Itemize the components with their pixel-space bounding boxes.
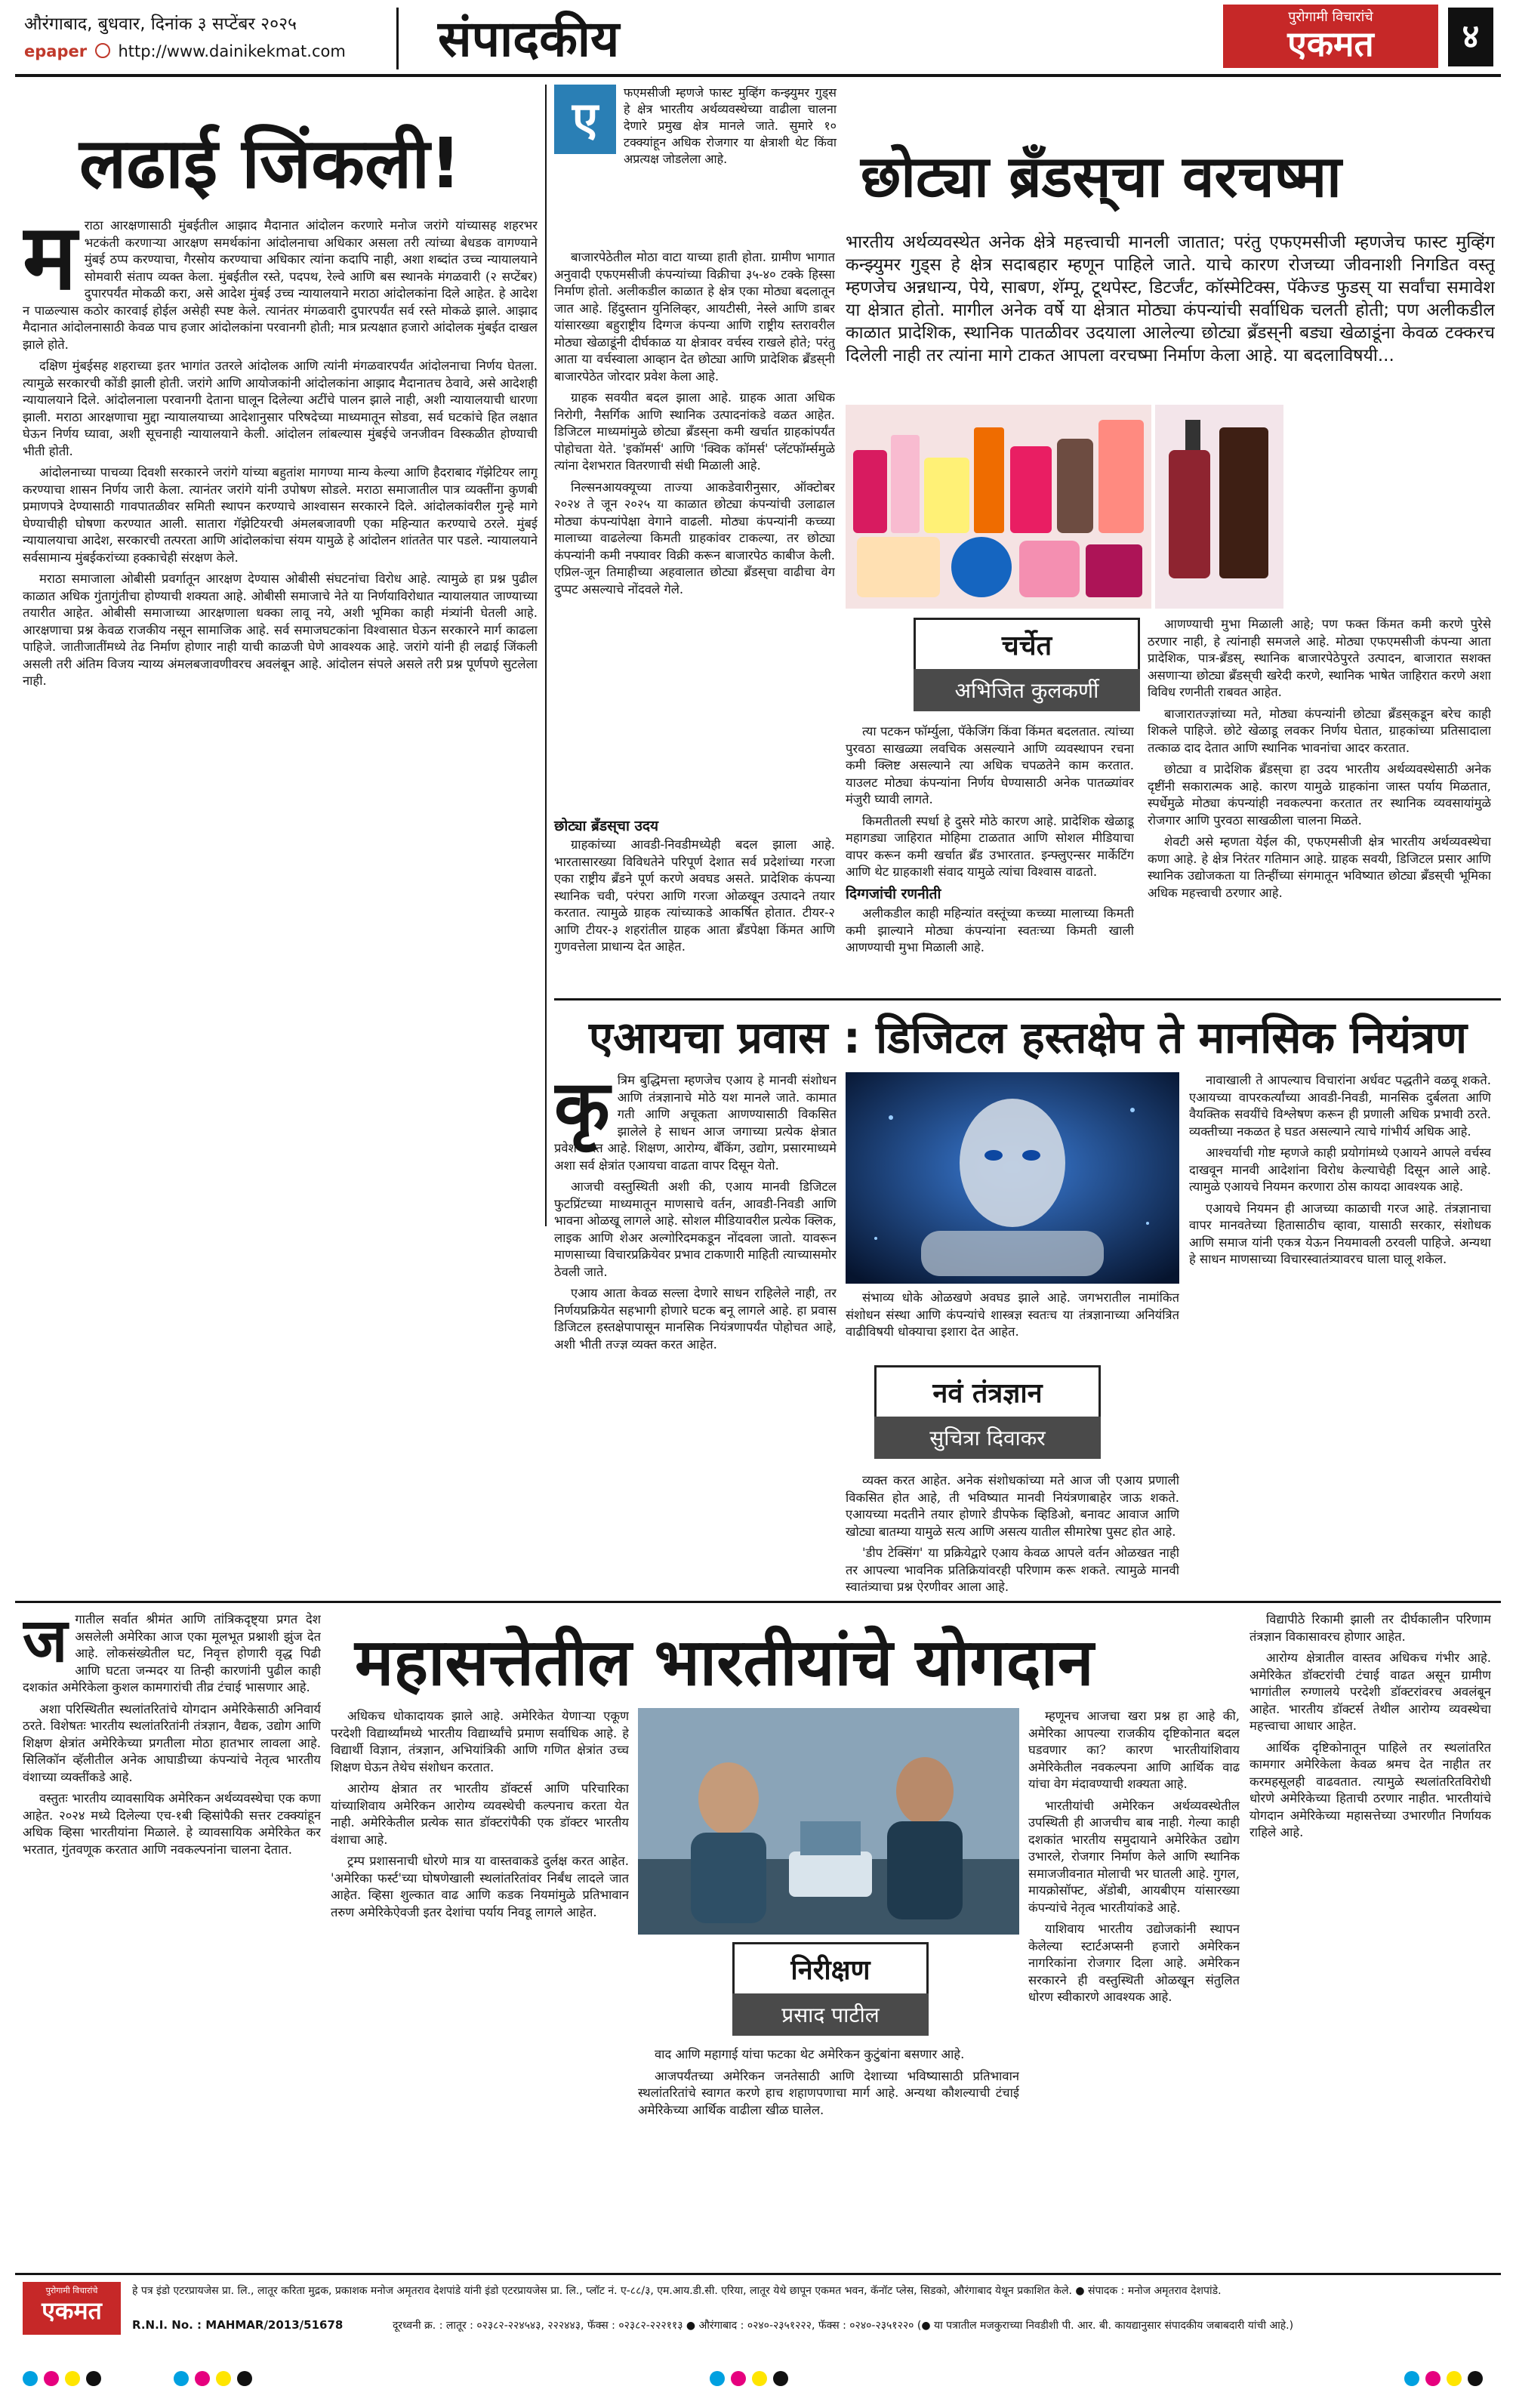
- editorial-title: लढाई जिंकली!: [79, 123, 462, 204]
- indians-column-b: [331, 1708, 629, 2261]
- brands-subhead-strategy: दिग्गजांची रणनीती: [846, 885, 941, 902]
- brands-paragraph: छोट्या व प्रादेशिक ब्रँडस्‌चा हा उदय भारतीय अर्थव्यवस्थेसाठी अनेक दृष्टींनी सकारात्मक आहे. कारण यामुळे ग्राहकांना जास्त पर्याय मिळतात, स्पर्धेमुळे मोठ्या कंपन्यांही नवकल्पना करतात तर स्थानिक व्यवसायांमुळे रोजगार आणि पुरवठा साखळीला चालना मिळते.: [1148, 762, 1491, 828]
- reg-dot: [195, 2371, 210, 2386]
- ai-paragraph: आजची वस्तुस्थिती अशी की, एआय मानवी डिजिटल फुटप्रिंटच्या माध्यमातून माणसाचे वर्तन, आवडी-निवडी आणि भावना ओळखू लागले आहे. सोशल मीडियावरील प्रत्येक क्लिक, लाइक आणि शेअर अल्गोरिदमकडून नोंदवला जातो. यावरून माणसाच्या विचारप्रक्रियेवर प्रभाव टाकणारी माहिती त्याच्यासमोर ठेवली जाते.: [554, 1179, 837, 1279]
- indians-paragraph: वस्तुतः भारतीय व्यावसायिक अमेरिकन अर्थव्यवस्थेचा एक कणा आहेत. २०२४ मध्ये दिलेल्या एच-१बी व्हिसांपैकी सत्तर टक्क्यांहून अधिक व्हिसा भारतीयांना मिळाले. हे व्यावसायिक अमेरिकेत कर भरतात, गुंतवणूक करतात आणि नवकल्पनांना चालना देतात.: [23, 1791, 321, 1857]
- ai-column-a: [554, 1072, 837, 1593]
- indians-paragraph: भारतीयांची अमेरिकन अर्थव्यवस्थेतील उपस्थिती ही आजचीच बाब नाही. गेल्या काही दशकांत भारतीय समुदायाने अमेरिकेत उद्योग उभारले, रोजगार निर्माण केले आणि स्थानिक समाजजीवनात मोलाची भर घातली आहे. गुगल, मायक्रोसॉफ्ट, अ‍ॅडोबी, आयबीएम यांसारख्या कंपन्यांचे नेतृत्व भारतीयांकडे आहे.: [1028, 1798, 1240, 1915]
- ai-paragraph: आश्चर्याची गोष्ट म्हणजे काही प्रयोगांमध्ये एआयने आपले वर्चस्व दाखवून मानवी आदेशांना विरोध केल्याचेही दिसून आले आहे. त्यामुळे एआयचे नियमन करणारा ठोस कायदा आवश्यक आहे.: [1189, 1145, 1491, 1194]
- ai-robot-photo: [846, 1072, 1179, 1284]
- ai-paragraph: त्रिम बुद्धिमत्ता म्हणजेच एआय हे मानवी संशोधन आणि तंत्रज्ञानाचे मोठे यश मानले जाते. कामात गती आणि अचूकता आणण्यासाठी विकसित झालेले हे साधन आज जगाच्या प्रत्येक क्षेत्रात प्रवेश करत आहे. शिक्षण, आरोग्य, बँकिंग, उद्योग, प्रसारमाध्यमे अशा सर्व क्षेत्रांत एआयचा वाढता वापर दिसून येतो.: [554, 1073, 837, 1173]
- reg-dot: [773, 2371, 788, 2386]
- indians-paragraph: वाद आणि महागाई यांचा फटका थेट अमेरिकन कुटुंबांना बसणार आहे.: [655, 2047, 965, 2061]
- brands-byline: [914, 618, 1140, 711]
- footer-rni: R.N.I. No. : MAHMAR/2013/51678: [132, 2318, 344, 2332]
- brands-column-d: [1148, 405, 1491, 994]
- brands-paragraph: बाजारातज्ज्ञांच्या मते, मोठ्या कंपन्यांनी छोट्या ब्रँडस्‌कडून बरेच काही शिकले पाहिजे. छोटे खेळाडू लवकर निर्णय घेतात, ग्राहकांच्या प्रतिसादाला तत्काळ दाद देतात आणि स्थानिक भावनांचा आदर करतात.: [1148, 706, 1491, 755]
- reg-dot: [752, 2371, 767, 2386]
- epaper-link[interactable]: [24, 42, 346, 60]
- ai-dropcap: कृ: [554, 1072, 610, 1149]
- reg-dot: [86, 2371, 101, 2386]
- editorial-paragraph: आंदोलनाच्या पाचव्या दिवशी सरकारने जरांगे यांच्या बहुतांश मागण्या मान्य केल्या आणि हैदराबाद गॅझेटियर लागू करण्याचा शासन निर्णय जारी केला. त्यानंतर जरांगे यांनी उपोषण सोडले. मराठा समाजातील पात्र व्यक्तींना कुणबी प्रमाणपत्रे देण्यासाठी गावपातळीवर समिती स्थापन करण्याचे आश्वासन सरकारने दिले. आंदोलकांवरील गुन्हे मागे घेण्याचीही घोषणा करण्यात आली. सातारा गॅझेटियरची अंमलबजावणी एका महिन्यात करण्याचे ठरले. मुंबई न्यायालयाचा आदेश, सरकारची तत्परता आणि आंदोलकांचा संयम यामुळे हे आंदोलन शांततेत पार पडले. न्यायालयाने सर्वसामान्य मुंबईकरांच्या हक्काचेही संरक्षण केले.: [23, 465, 538, 565]
- indians-column-a: [23, 1611, 321, 2261]
- editorial-paragraph: राठा आरक्षणासाठी मुंबईतील आझाद मैदानात आंदोलन करणारे मनोज जरांगे यांच्यासह शहरभर भटकंती करणाऱ्या आरक्षण समर्थकांना आंदोलनाचा अधिकार असला तरी त्यांच्या बेधडक वागण्याने मुंबई ठप्प करण्याचा, गैरसोय करण्याचा अधिकार त्यांना कदापि नाही, अशा शब्दांत उच्च न्यायालयाने सोमवारी संताप व्यक्त केला. मुंबईतील रस्ते, पदपथ, रेल्वे आणि बस स्थानके मंगळवारी (२ सप्टेंबर) दुपारपर्यंत मोकळी करा, असे आदेश मुंबई उच्च न्यायालयाने मराठा आंदोलकांना दिले आहेत. हे आदेश न पाळल्यास कठोर कारवाई होईल असेही स्पष्ट केले. त्यानंतर मंगळवारी दुपारपर्यंत सर्व रस्ते मोकळे झाले. आझाद मैदानात आंदोलनासाठी केवळ पाच हजार आंदोलकांना परवानगी होती; मात्र प्रत्यक्षात हजारो आंदोलक मुंबईत दाखल झाले होते.: [23, 218, 538, 352]
- reg-dot: [237, 2371, 252, 2386]
- indians-byline-author: प्रसाद पाटील: [732, 1993, 929, 2036]
- brands-lead: भारतीय अर्थव्यवस्थेत अनेक क्षेत्रे महत्त्वाची मानली जातात; परंतु एफएमसीजी म्हणजेच फास्ट मुव्हिंग कन्झ्युमर गुड्स हे क्षेत्र सदाबहार म्हणून पाहिले जाते. याचे कारण रोजच्या जीवनाशी निगडित वस्तू म्हणजेच अन्नधान्य, पेये, साबण, शॅम्पू, टूथपेस्ट, डिटर्जंट, कॉस्मेटिक्स, पॅकेज्ड फुडस्‌ या सर्वांचा समावेश या क्षेत्रात होतो. मागील अनेक वर्षे या क्षेत्रात मोठ्या कंपन्यांची सर्वाधिक चलती होती; पण अलीकडील काळात प्रादेशिक, स्थानिक पातळीवर उदयाला आलेल्या छोट्या ब्रँडस्‌नी बड्या खेळाडूंना केवळ टक्करच दिलेली नाही तर त्यांना मागे टाकत आपला वरचष्मा निर्माण केला आहे. या बदलाविषयी...: [846, 233, 1495, 365]
- brands-paragraph: आणण्याची मुभा मिळाली आहे; पण फक्त किंमत कमी करणे पुरेसे ठरणार नाही, हे त्यांनाही समजले आहे. मोठ्या एफएमसीजी कंपन्या आता प्रादेशिक, पात्र-ब्रँडस्‌, स्थानिक बाजारपेठेपुरते उत्पादन, बाजारात सशक्त असणाऱ्या छोट्या ब्रँडस्‌ची खरेदी करणे, स्थानिक भाषेत जाहिरात करणे अशा विविध रणनीती राबवत आहेत.: [1148, 617, 1491, 699]
- brands-byline-author: अभिजित कुलकर्णी: [914, 669, 1140, 711]
- ai-column-b: [846, 1290, 1179, 1358]
- brands-paragraph: शेवटी असे म्हणता येईल की, एफएमसीजी क्षेत्र भारतीय अर्थव्यवस्थेचा कणा आहे. हे क्षेत्र निरंतर गतिमान आहे. ग्राहक सवयी, डिजिटल प्रसार आणि स्थानिक उद्योजकता या तिन्हींच्या संगमातून भविष्यात छोट्या ब्रँडस्‌ची भूमिका अधिक महत्त्वाची ठरणार आहे.: [1148, 834, 1491, 900]
- editorial-dropcap: म: [23, 217, 77, 310]
- lab-workers-photo: [638, 1708, 1019, 1935]
- ai-paragraph: एआय आता केवळ सल्ला देणारे साधन राहिलेले नाही, तर निर्णयप्रक्रियेत सहभागी होणारे घटक बनू लागले आहे. हा प्रवास डिजिटल हस्तक्षेपापासून मानसिक नियंत्रणापर्यंत पोहोचत आहे, अशी भीती तज्ज्ञ व्यक्त करत आहेत.: [554, 1286, 837, 1352]
- brands-byline-category: चर्चेत: [914, 618, 1140, 669]
- brands-intro-box: [554, 85, 837, 245]
- ai-paragraph: व्यक्त करत आहेत. अनेक संशोधकांच्या मते आज जी एआय प्रणाली विकसित होत आहे, ती भविष्यात मानवी नियंत्रणाबाहेर जाऊ शकते. एआयच्या मदतीने तयार होणारे डीपफेक व्हिडिओ, बनावट आवाज आणि खोट्या बातम्या यामुळे सत्य आणि असत्य यातील सीमारेषा पुसट होत आहे.: [846, 1473, 1179, 1539]
- masthead-logo: [1223, 5, 1438, 68]
- epaper-url: http://www.dainikekmat.com: [118, 42, 346, 60]
- indians-paragraph: याशिवाय भारतीय उद्योजकांनी स्थापन केलेल्या स्टार्टअप्सनी हजारो अमेरिकन नागरिकांना रोजगार दिला आहे. अमेरिकन सरकारने ही वस्तुस्थिती ओळखून संतुलित धोरण स्वीकारणे आवश्यक आहे.: [1028, 1922, 1240, 2004]
- brands-paragraph: बाजारपेठेतील मोठा वाटा याच्या हाती होता. ग्रामीण भागात अनुवादी एफएमसीजी कंपन्यांच्या विक्रीचा ३५-४० टक्के हिस्सा निर्माण होतो. अलीकडील काळात हे क्षेत्र एका मोठ्या बदलातून जात आहे. हिंदुस्तान युनिलिव्हर, आयटीसी, नेस्ले आणि डाबर यांसारख्या बहुराष्ट्रीय दिग्गज कंपन्या आणि राष्ट्रीय स्तरावरील मोठ्या खेळाडूंनी दीर्घकाळ या क्षेत्रावर वर्चस्व राखले होते; परंतु आता या वर्चस्वाला आव्हान देत छोट्या आणि प्रादेशिक ब्रँडस्‌नी बाजारपेठेत जोरदार प्रवेश केला आहे.: [554, 250, 835, 384]
- brands-paragraph: अलीकडील काही महिन्यांत वस्तूंच्या कच्च्या मालाच्या किमती कमी झाल्याने मोठ्या कंपन्यांना स्वतःच्या किमती खाली आणण्याची मुभा मिळाली आहे.: [846, 906, 1134, 954]
- indians-column-d: [1249, 1611, 1491, 2261]
- reg-dot: [65, 2371, 80, 2386]
- cosmetics-products-photo: [846, 405, 1151, 609]
- epaper-label: epaper: [24, 42, 88, 60]
- reg-dot: [174, 2371, 189, 2386]
- indians-paragraph: आरोग्य क्षेत्रात तर भारतीय डॉक्टर्स आणि परिचारिका यांच्याशिवाय अमेरिकन आरोग्य व्यवस्थेची कल्पनाच करता येत नाही. अमेरिकेतील प्रत्येक सात डॉक्टरांपैकी एक डॉक्टर भारतीय वंशाचा आहे.: [331, 1781, 629, 1847]
- ai-paragraph: नावाखाली ते आपल्याच विचारांना अर्धवट पद्धतीने वळवू शकते. एआयच्या वापरकर्त्यांच्या आवडी-निवडी, मानसिक दुर्बलता आणि वैयक्तिक सवयींचे विश्लेषण करून ही प्रणाली अधिक प्रभावी ठरते. व्यक्तीच्या नकळत हे घडत असल्याने त्याचे गांभीर्य अधिक आहे.: [1189, 1073, 1491, 1139]
- reg-dot: [23, 2371, 38, 2386]
- date-line: औरंगाबाद, बुधवार, दिनांक ३ सप्टेंबर २०२५: [24, 14, 297, 34]
- reg-dot: [731, 2371, 746, 2386]
- brands-paragraph: ग्राहक सवयीत बदल झाला आहे. ग्राहक आता अधिक निरोगी, नैसर्गिक आणि स्थानिक उत्पादनांकडे वळत आहेत. डिजिटल माध्यमांमुळे छोट्या ब्रँडस्‌ना कमी खर्चात ग्राहकांपर्यंत पोहोचता येते. 'इकॉमर्स' आणि 'क्विक कॉमर्स' प्लॅटफॉर्म्समुळे त्यांना देशभरात वितरणाची संधी मिळाली आहे.: [554, 390, 835, 473]
- ai-column-d: [1189, 1072, 1491, 1593]
- brands-column-a: [554, 249, 835, 804]
- logo-tagline: पुरोगामी विचारांचे: [1288, 9, 1373, 25]
- indians-paragraph: आरोग्य क्षेत्रातील वास्तव अधिकच गंभीर आहे. अमेरिकेत डॉक्टरांची टंचाई वाढत असून ग्रामीण भागांतील रुग्णालये परदेशी डॉक्टरांवरच अवलंबून आहेत. भारतीय डॉक्टर्स तेथील आरोग्य व्यवस्थेचा महत्त्वाचा आधार आहेत.: [1249, 1651, 1491, 1733]
- ai-paragraph: संभाव्य धोके ओळखणे अवघड झाले आहे. जगभरातील नामांकित संशोधन संस्था आणि कंपन्यांचे शास्त्रज्ञ स्वतःच या तंत्रज्ञानाच्या अनियंत्रित वाढीविषयी धोक्याचा इशारा देत आहेत.: [846, 1290, 1179, 1339]
- brands-column-b: [554, 837, 835, 994]
- ai-byline-author: सुचित्रा दिवाकर: [874, 1417, 1101, 1459]
- brands-column-c: [846, 723, 1134, 991]
- indians-paragraph: गातील सर्वात श्रीमंत आणि तांत्रिकदृष्ट्या प्रगत देश असलेली अमेरिका आज एका मूलभूत प्रश्नाशी झुंज देत आहे. लोकसंख्येतील घट, निवृत्त होणारी वृद्ध पिढी आणि घटता जन्मदर या तिन्ही कारणांनी पुढील काही दशकांत अमेरिकेला कुशल कामगारांची तीव्र टंचाई भासणार आहे.: [23, 1612, 321, 1694]
- reg-dot: [1404, 2371, 1419, 2386]
- ai-title: एआयचा प्रवास : डिजिटल हस्तक्षेप ते मानसिक नियंत्रण: [589, 1012, 1468, 1063]
- brands-paragraph: त्या पटकन फॉर्म्युला, पॅकेजिंग किंवा किंमत बदलतात. त्यांच्या पुरवठा साखळ्या लवचिक असल्याने आणि व्यवस्थापन रचना कमी क्लिष्ट असल्याने त्या अधिक चपळतेने काम करतात. याउलट मोठ्या कंपन्यांना निर्णय घेण्यासाठी अनेक पातळ्यांवर मंजुरी घ्यावी लागते.: [846, 724, 1134, 806]
- indians-title: महासत्तेतील भारतीयांचे योगदान: [355, 1625, 1094, 1700]
- section-title: संपादकीय: [438, 10, 620, 68]
- reg-dot: [710, 2371, 725, 2386]
- ai-paragraph: एआयचे नियमन ही आजच्या काळाची गरज आहे. तंत्रज्ञानाचा वापर मानवतेच्या हितासाठीच व्हावा, यासाठी सरकार, संशोधक आणि समाज यांनी एकत्र येऊन नियमावली ठरवली पाहिजे. अन्यथा हे साधन माणसाच्या विचारस्वातंत्र्यावरच घाला घालू शकेल.: [1189, 1201, 1491, 1266]
- ai-paragraph: 'डीप टेक्सिंग' या प्रक्रियेद्वारे एआय केवळ आपले वर्तन ओळखत नाही तर आपल्या भावनिक प्रतिक्रियांवरही परिणाम करू शकते. त्यामुळे मानवी स्वातंत्र्याचा प्रश्न ऐरणीवर आला आहे.: [846, 1546, 1179, 1593]
- reg-dot: [216, 2371, 231, 2386]
- editorial-body: [23, 217, 538, 1222]
- ai-column-c: [846, 1472, 1179, 1593]
- brands-intro-letter: ए: [554, 85, 616, 154]
- reg-dot: [1425, 2371, 1441, 2386]
- reg-dot: [44, 2371, 59, 2386]
- indians-paragraph: अधिकच धोकादायक झाले आहे. अमेरिकेत येणाऱ्या एकूण परदेशी विद्यार्थ्यांमध्ये भारतीय विद्यार्थ्यांचे प्रमाण सर्वाधिक आहे. हे विद्यार्थी विज्ञान, तंत्रज्ञान, अभियांत्रिकी आणि गणित क्षेत्रांत उच्च शिक्षण घेऊन तेथेच संशोधन करतात.: [331, 1709, 629, 1774]
- indians-paragraph: अशा परिस्थितीत स्थलांतरितांचे योगदान अमेरिकेसाठी अनिवार्य ठरते. विशेषतः भारतीय स्थलांतरितांनी तंत्रज्ञान, वैद्यक, उद्योग आणि शिक्षण क्षेत्रांत अमेरिकेच्या प्रगतीला मोठा हातभार लावला आहे. सिलिकॉन व्हॅलीतील अनेक आघाडीच्या कंपन्यांचे नेतृत्व भारतीय वंशाच्या व्यक्तींकडे आहे.: [23, 1701, 321, 1784]
- brands-paragraph: निल्सनआयक्यूच्या ताज्या आकडेवारीनुसार, ऑक्टोबर २०२४ ते जून २०२५ या काळात छोट्या कंपन्यांची उलाढाल मोठ्या कंपन्यांपेक्षा वेगाने वाढली. मोठ्या कंपन्यांनी कच्च्या मालाच्या वाढलेल्या किमती ग्राहकांवर टाकल्या, तर छोट्या कंपन्यांनी कमी नफ्यावर विक्री करून बाजारपेठ काबीज केली. एप्रिल-जून तिमाहीच्या अहवालात छोट्या ब्रँडस्‌चा वाढीचा वेग दुप्पट असल्याचे नोंदवले गेले.: [554, 479, 835, 597]
- indians-paragraph: आर्थिक दृष्टिकोनातून पाहिले तर स्थलांतरित कामगार अमेरिकेला केवळ श्रमच देत नाहीत तर करमहसूलही वाढवतात. त्यामुळे स्थलांतरितविरोधी धोरणे अमेरिकेच्या हिताची ठरणार नाहीत. भारतीयांचे योगदान अमेरिकेच्या महासत्तेच्या उभारणीत निर्णायक राहिले आहे.: [1249, 1740, 1491, 1839]
- page-number: ४: [1448, 8, 1493, 66]
- indians-paragraph: ट्रम्प प्रशासनाची धोरणे मात्र या वास्तवाकडे दुर्लक्ष करत आहेत. 'अमेरिका फर्स्ट'च्या घोषणेखाली स्थलांतरितांवर निर्बंध लादले जात आहेत. व्हिसा शुल्कात वाढ आणि कडक नियमांमुळे प्रतिभावान तरुण अमेरिकेऐवजी इतर देशांचा पर्याय निवडू लागले आहेत.: [331, 1854, 629, 1919]
- brands-intro-text: फएमसीजी म्हणजे फास्ट मुव्हिंग कन्झ्युमर गुड्स हे क्षेत्र भारतीय अर्थव्यवस्थेच्या वाढीला चालना देणारे प्रमुख क्षेत्र मानले जाते. सुमारे १० टक्क्यांहून अधिक रोजगार या क्षेत्राशी थेट किंवा अप्रत्यक्ष जोडलेला आहे.: [624, 85, 837, 166]
- ai-byline: [874, 1365, 1101, 1459]
- reg-dot: [1447, 2371, 1462, 2386]
- indians-paragraph: म्हणूनच आजचा खरा प्रश्न हा आहे की, अमेरिका आपल्या राजकीय दृष्टिकोनात बदल घडवणार का? कारण भारतीयांशिवाय अमेरिकेतील नवकल्पना आणि आर्थिक वाढ यांचा वेग मंदावण्याची शक्यता आहे.: [1028, 1709, 1240, 1791]
- footer-phones: दूरध्वनी क्र. : लातूर : ०२३८२-२२४५४३, २२२४४३, फॅक्स : ०२३८२-२२२११३ ● औरंगाबाद : ०२४०-२३५१२२२, फॅक्स : ०२४०-२३५१२२० (● या पत्रातील मजकुराच्या निवडीशी पी. आर. बी. कायद्यानुसार संपादकीय जबाबदारी यांची आहे.): [393, 2320, 1294, 2332]
- reg-dot: [1468, 2371, 1483, 2386]
- indians-byline-category: निरीक्षण: [732, 1942, 929, 1993]
- brands-paragraph: ग्राहकांच्या आवडी-निवडीमध्येही बदल झाला आहे. भारतासारख्या विविधतेने परिपूर्ण देशात सर्व प्रदेशांच्या गरजा एका राष्ट्रीय ब्रँडने पूर्ण करणे अवघड असते. प्रादेशिक कंपन्या स्थानिक चवी, परंपरा आणि गरजा ओळखून उत्पादने तयार करतात. त्यामुळे ग्राहक त्यांच्याकडे आकर्षित होतात. टीयर-२ आणि टीयर-३ शहरांतील ग्राहक आता ब्रँडपेक्षा किंमत आणि गुणवत्तेला प्राधान्य देत आहेत.: [554, 837, 835, 954]
- footer-logo-name: एकमत: [42, 2296, 102, 2325]
- indians-column-b2: [638, 2046, 1019, 2262]
- indians-paragraph: आजपर्यंतच्या अमेरिकन जनतेसाठी आणि देशाच्या भविष्यासाठी प्रतिभावान स्थलांतरितांचे स्वागत करणे हाच शहाणपणाचा मार्ग आहे. अन्यथा कौशल्याची टंचाई अमेरिकेच्या आर्थिक वाढीला खीळ घालेल.: [638, 2068, 1019, 2117]
- footer-imprint: हे पत्र इंडो एटरप्रायजेस प्रा. लि., लातूर करिता मुद्रक, प्रकाशक मनोज अमृतराव देशपांडे यांनी इंडो एटरप्रायजेस प्रा. लि., प्लॉट नं. ए-८८/३, एम.आय.डी.सी. एरिया, लातूर येथे छापून एकमत भवन, कॅनॉट प्लेस, सिडको, औरंगाबाद येथून प्रकाशित केले. ● संपादक : मनोज अमृतराव देशपांडे.: [132, 2285, 1222, 2297]
- globe-icon: [95, 43, 110, 58]
- ai-byline-category: नवं तंत्रज्ञान: [874, 1365, 1101, 1417]
- indians-column-c: [1028, 1708, 1240, 2261]
- indians-dropcap: ज: [23, 1611, 68, 1676]
- editorial-paragraph: मराठा समाजाला ओबीसी प्रवर्गातून आरक्षण देण्यास ओबीसी संघटनांचा विरोध आहे. त्यामुळे हा प्रश्न पुढील काळात अधिक गुंतागुंतीचा होण्याची शक्यता आहे. ओबीसी समाजाचे नेते या निर्णयाविरोधात न्यायालयात जाण्याच्या तयारीत आहेत. ओबीसी समाजाच्या आरक्षणाला धक्का लावू नये, अशी भूमिका काही मंत्र्यांनी घेतली आहे. आरक्षणाचा प्रश्न केवळ राजकीय नसून सामाजिक आहे. सर्व समाजघटकांना विश्वासात घेऊन सरकारने मार्ग काढला पाहिजे. जातीजातींमध्ये तेढ निर्माण होणार नाही याची काळजी घेणे आवश्यक आहे. जरांगे यांनी ही लढाई जिंकली असली तरी अंतिम विजय न्याय्य अंमलबजावणीवरच अवलंबून आहे. आंदोलन संपले असले तरी प्रश्न पूर्णपणे सुटलेला नाही.: [23, 572, 538, 688]
- logo-name: एकमत: [1287, 23, 1374, 64]
- brands-title: छोट्या ब्रँडस्‌चा वरचष्मा: [861, 143, 1342, 210]
- indians-byline: [732, 1942, 929, 2036]
- registration-marks: [0, 2356, 1516, 2401]
- indians-paragraph: विद्यापीठे रिकामी झाली तर दीर्घकालीन परिणाम तंत्रज्ञान विकासावरच होणार आहेत.: [1249, 1612, 1491, 1644]
- footer-logo: [23, 2282, 121, 2335]
- brands-paragraph: किमतीतली स्पर्धा हे दुसरे मोठे कारण आहे. प्रादेशिक खेळाडू महागड्या जाहिरात मोहिमा टाळतात आणि सोशल मीडियाचा वापर करून कमी खर्चात ब्रँड उभारतात. इन्फ्लुएन्सर मार्केटिंग आणि थेट ग्राहकाशी संवाद यामुळे त्यांचा विश्वास वाढतो.: [846, 813, 1134, 879]
- brands-subhead-rise: छोट्या ब्रँडस्‌चा उदय: [554, 818, 659, 834]
- footer-logo-tagline: पुरोगामी विचारांचे: [45, 2286, 98, 2295]
- editorial-paragraph: दक्षिण मुंबईसह शहराच्या इतर भागांत उतरले आंदोलक आणि त्यांनी मंगळवारपर्यंत आंदोलनाचा निर्णय घेतला. त्यामुळे सरकारची कोंडी झाली होती. जरांगे आणि आयोजकांनी आंदोलकांना आझाद मैदानातच ठेवावे, असे आदेशही न्यायालयाने दिले. आंदोलनाला परवानगी देताना घालून दिलेल्या अटींचे पालन झाले नाही, अशी न्यायालयाची धारणा झाली. मराठा आरक्षणाचा मुद्दा न्यायालयाच्या आदेशानुसार परिषदेच्या माध्यमातून सोडवा, सर्व घटकांचे हित लक्षात घेऊन निर्णय घ्यावा, अशी सूचनाही न्यायालयाने केली. आंदोलन लांबल्यास मुंबईचे जनजीवन विस्कळीत होण्याची भीती होती.: [23, 359, 538, 458]
